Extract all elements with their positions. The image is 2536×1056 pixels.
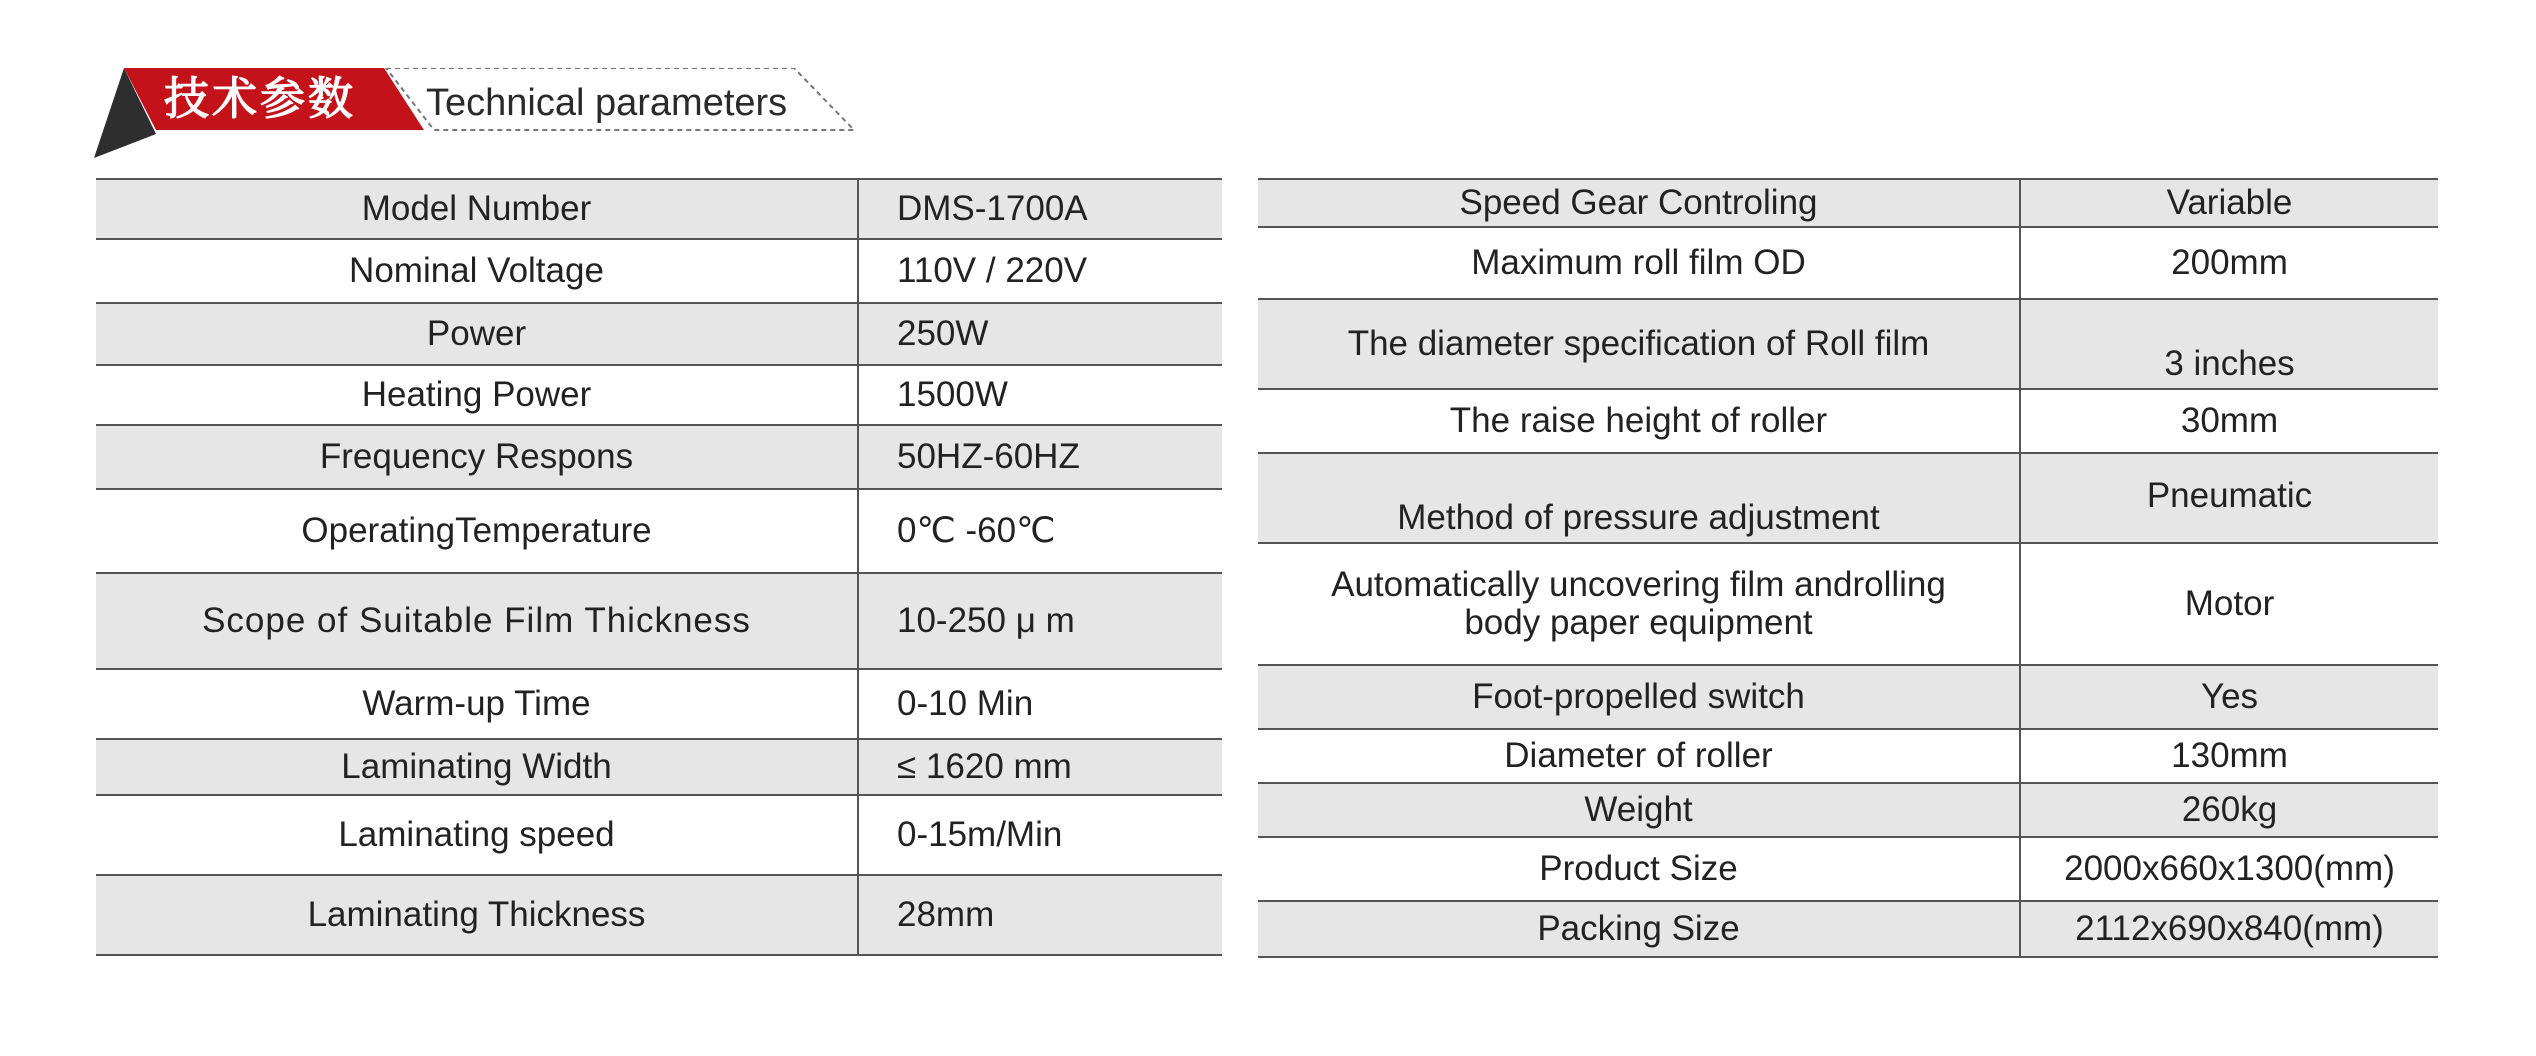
table-row bbox=[96, 425, 1222, 489]
spec-label: Laminating speed bbox=[96, 795, 858, 875]
spec-label: Heating Power bbox=[96, 365, 858, 425]
spec-label: Model Number bbox=[96, 179, 858, 239]
table-row bbox=[1258, 837, 2438, 901]
spec-label: Nominal Voltage bbox=[96, 239, 858, 303]
table-row bbox=[96, 875, 1222, 955]
spec-label: The diameter specification of Roll film bbox=[1258, 299, 2020, 389]
spec-label: Laminating Thickness bbox=[96, 875, 858, 955]
spec-label: Warm-up Time bbox=[96, 669, 858, 739]
spec-value: 2000x660x1300(mm) bbox=[2020, 837, 2438, 901]
spec-label: Maximum roll film OD bbox=[1258, 227, 2020, 299]
spec-label: Power bbox=[96, 303, 858, 365]
spec-label: Diameter of roller bbox=[1258, 729, 2020, 783]
spec-label bbox=[1258, 543, 2020, 665]
table-row bbox=[1258, 389, 2438, 453]
spec-value: DMS-1700A bbox=[858, 179, 1222, 239]
table-row bbox=[96, 489, 1222, 573]
spec-value: 110V / 220V bbox=[858, 239, 1222, 303]
spec-label: Frequency Respons bbox=[96, 425, 858, 489]
spec-label: Method of pressure adjustment bbox=[1258, 453, 2020, 543]
table-row bbox=[96, 573, 1222, 669]
section-header bbox=[94, 68, 864, 160]
spec-value: 0-15m/Min bbox=[858, 795, 1222, 875]
spec-value: 1500W bbox=[858, 365, 1222, 425]
spec-value: 260kg bbox=[2020, 783, 2438, 837]
spec-label-text: Automatically uncovering film androlling body paper equipment bbox=[1331, 565, 1946, 642]
spec-value: Variable bbox=[2020, 179, 2438, 227]
table-row bbox=[96, 795, 1222, 875]
spec-value: 0℃ -60℃ bbox=[858, 489, 1222, 573]
spec-value: 2112x690x840(mm) bbox=[2020, 901, 2438, 957]
section-title-cn: 技术参数 bbox=[164, 72, 357, 125]
spec-value: 30mm bbox=[2020, 389, 2438, 453]
table-row bbox=[96, 669, 1222, 739]
spec-label: Packing Size bbox=[1258, 901, 2020, 957]
spec-value: 0-10 Min bbox=[858, 669, 1222, 739]
table-row bbox=[96, 303, 1222, 365]
table-row bbox=[1258, 299, 2438, 389]
spec-value: 3 inches bbox=[2020, 299, 2438, 389]
table-row bbox=[96, 179, 1222, 239]
table-row bbox=[1258, 543, 2438, 665]
spec-label: Laminating Width bbox=[96, 739, 858, 795]
spec-value: 130mm bbox=[2020, 729, 2438, 783]
spec-value: 250W bbox=[858, 303, 1222, 365]
spec-value: 50HZ-60HZ bbox=[858, 425, 1222, 489]
table-row bbox=[1258, 179, 2438, 227]
spec-label: Scope of Suitable Film Thickness bbox=[96, 573, 858, 669]
table-row bbox=[1258, 227, 2438, 299]
spec-label: Foot-propelled switch bbox=[1258, 665, 2020, 729]
table-row bbox=[96, 365, 1222, 425]
spec-value: 10-250 μ m bbox=[858, 573, 1222, 669]
table-row bbox=[1258, 453, 2438, 543]
table-row bbox=[1258, 665, 2438, 729]
section-title-en: Technical parameters bbox=[426, 82, 788, 124]
spec-value: Motor bbox=[2020, 543, 2438, 665]
spec-value: Yes bbox=[2020, 665, 2438, 729]
spec-value: Pneumatic bbox=[2020, 453, 2438, 543]
spec-value: 200mm bbox=[2020, 227, 2438, 299]
spec-table-right bbox=[1258, 178, 2438, 958]
table-row bbox=[96, 239, 1222, 303]
table-row bbox=[1258, 901, 2438, 957]
spec-table-left bbox=[96, 178, 1222, 956]
spec-label: Speed Gear Controling bbox=[1258, 179, 2020, 227]
table-row bbox=[1258, 729, 2438, 783]
spec-value: ≤ 1620 mm bbox=[858, 739, 1222, 795]
table-row bbox=[96, 739, 1222, 795]
spec-label: Weight bbox=[1258, 783, 2020, 837]
table-row bbox=[1258, 783, 2438, 837]
spec-label: OperatingTemperature bbox=[96, 489, 858, 573]
spec-value: 28mm bbox=[858, 875, 1222, 955]
spec-label: Product Size bbox=[1258, 837, 2020, 901]
spec-label: The raise height of roller bbox=[1258, 389, 2020, 453]
